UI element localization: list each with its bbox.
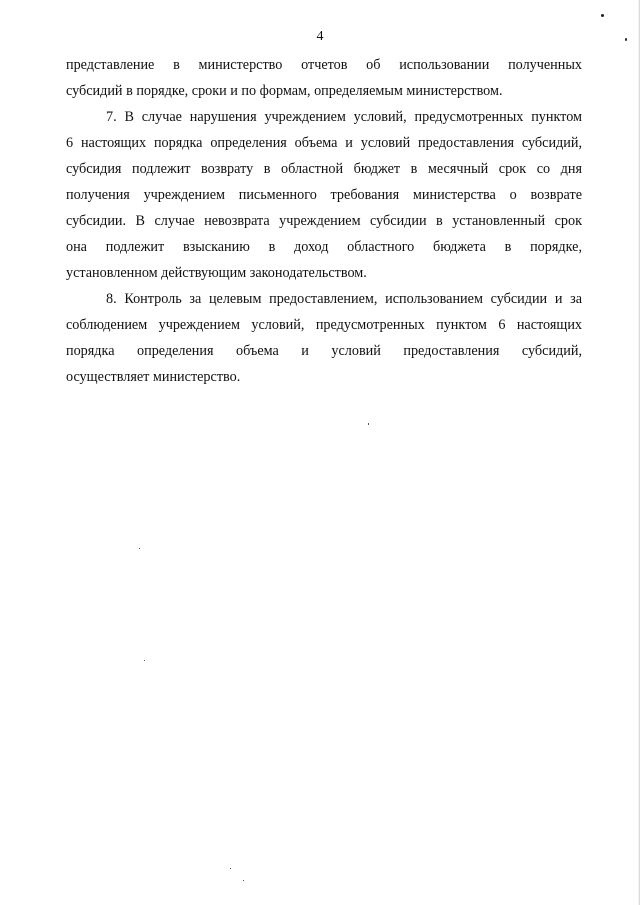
text-line: субсидий в порядке, сроки и по формам, определяемым министерством. <box>66 83 503 99</box>
page-number: 4 <box>316 29 324 44</box>
text-line: субсидия подлежит возврату в областной бюджет в месячный срок со дня <box>66 161 582 177</box>
text-line: осуществляет министерство. <box>66 369 241 385</box>
scan-speck <box>625 38 627 41</box>
text-line: представление в министерство отчетов об использовании полученных <box>66 57 582 73</box>
text-line: порядка определения объема и условий предоставления субсидий, <box>66 343 582 359</box>
document-body <box>66 52 582 390</box>
text-line: установленном действующим законодательством. <box>66 265 367 281</box>
scan-speck <box>144 660 145 661</box>
text-line: 6 настоящих порядка определения объема и условий предоставления субсидий, <box>66 135 582 151</box>
text-line: 8. Контроль за целевым предоставлением, использованием субсидии и за <box>106 291 582 307</box>
text-line: получения учреждением письменного требования министерства о возврате <box>66 187 582 203</box>
scan-speck <box>368 423 369 425</box>
scan-speck <box>139 548 140 549</box>
scan-speck <box>243 880 244 881</box>
scan-speck <box>601 14 604 17</box>
text-line: 7. В случае нарушения учреждением условий, предусмотренных пунктом <box>106 109 582 125</box>
text-line: соблюдением учреждением условий, предусмотренных пунктом 6 настоящих <box>66 317 582 333</box>
scan-speck <box>230 868 231 869</box>
text-line: она подлежит взысканию в доход областного бюджета в порядке, <box>66 239 582 255</box>
text-line: субсидии. В случае невозврата учреждением субсидии в установленный срок <box>66 213 582 229</box>
